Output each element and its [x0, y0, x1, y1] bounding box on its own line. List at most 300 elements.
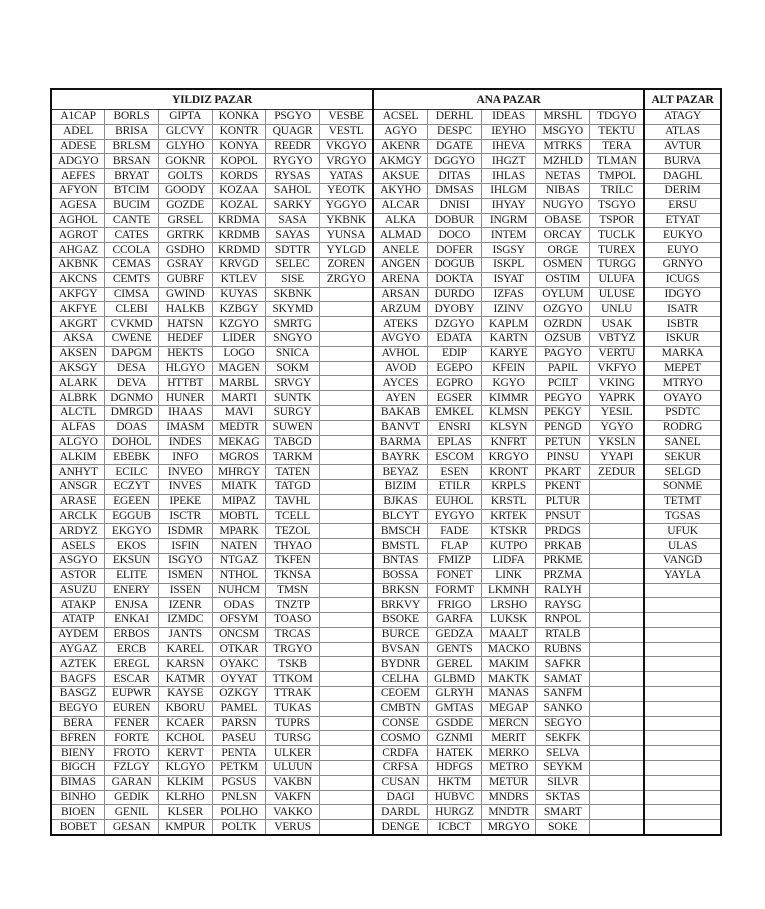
table-row [51, 494, 721, 509]
yildiz-pazar-ticker-cell: TTRAK [266, 687, 320, 702]
ana-pazar-ticker-cell: IHYAY [482, 198, 536, 213]
ana-pazar-ticker-cell: TLMAN [590, 154, 644, 169]
table-row [51, 154, 721, 169]
yildiz-pazar-ticker-cell: AEFES [51, 169, 105, 184]
ana-pazar-ticker-cell: HUBVC [427, 790, 481, 805]
ana-pazar-ticker-cell: DOKTA [427, 272, 481, 287]
yildiz-pazar-ticker-cell: ISMEN [158, 568, 212, 583]
ana-pazar-ticker-cell: FRIGO [427, 598, 481, 613]
yildiz-pazar-ticker-cell: IZENR [158, 598, 212, 613]
ana-pazar-ticker-cell: USAK [590, 317, 644, 332]
ana-pazar-ticker-cell: MERKO [482, 746, 536, 761]
ana-pazar-ticker-cell [590, 701, 644, 716]
yildiz-pazar-ticker-cell: BIGCH [51, 761, 105, 776]
yildiz-pazar-ticker-cell: GSRAY [158, 257, 212, 272]
yildiz-pazar-ticker-cell: MOBTL [212, 509, 266, 524]
yildiz-pazar-ticker-cell: EBEBK [105, 450, 159, 465]
alt-pazar-ticker-cell: BURVA [644, 154, 721, 169]
yildiz-pazar-ticker-cell [319, 583, 373, 598]
yildiz-pazar-ticker-cell: KATMR [158, 672, 212, 687]
ana-pazar-ticker-cell: AYCES [373, 376, 427, 391]
yildiz-pazar-ticker-cell: TMSN [266, 583, 320, 598]
ana-pazar-ticker-cell: ACSEL [373, 110, 427, 125]
yildiz-pazar-ticker-cell [319, 361, 373, 376]
ana-pazar-ticker-cell: MTRKS [536, 139, 590, 154]
alt-pazar-ticker-cell [644, 627, 721, 642]
table-row [51, 139, 721, 154]
yildiz-pazar-ticker-cell: TRCAS [266, 627, 320, 642]
ana-pazar-ticker-cell: MANAS [482, 687, 536, 702]
ana-pazar-ticker-cell: IHLGM [482, 183, 536, 198]
yildiz-pazar-ticker-cell: AGESA [51, 198, 105, 213]
ana-pazar-ticker-cell: KTSKR [482, 524, 536, 539]
yildiz-pazar-ticker-cell: THYAO [266, 539, 320, 554]
yildiz-pazar-ticker-cell: POLTK [212, 820, 266, 835]
yildiz-pazar-ticker-cell: FENER [105, 716, 159, 731]
table-row [51, 169, 721, 184]
yildiz-pazar-ticker-cell [319, 642, 373, 657]
yildiz-pazar-ticker-cell: SUWEN [266, 420, 320, 435]
yildiz-pazar-ticker-cell: BEGYO [51, 701, 105, 716]
yildiz-pazar-ticker-cell: KAYSE [158, 687, 212, 702]
ana-pazar-ticker-cell [590, 539, 644, 554]
ana-pazar-ticker-cell: HATEK [427, 746, 481, 761]
ana-pazar-ticker-cell: BANVT [373, 420, 427, 435]
ana-pazar-ticker-cell: CEOEM [373, 687, 427, 702]
table-row [51, 613, 721, 628]
ana-pazar-ticker-cell: YAPRK [590, 391, 644, 406]
ana-pazar-ticker-cell: IHEVA [482, 139, 536, 154]
yildiz-pazar-ticker-cell: BUCIM [105, 198, 159, 213]
yildiz-pazar-ticker-cell: TUKAS [266, 701, 320, 716]
yildiz-pazar-ticker-cell: KLKIM [158, 775, 212, 790]
alt-pazar-ticker-cell: TGSAS [644, 509, 721, 524]
ana-pazar-ticker-cell: ANELE [373, 243, 427, 258]
yildiz-pazar-ticker-cell: AKGRT [51, 317, 105, 332]
yildiz-pazar-ticker-cell: GWIND [158, 287, 212, 302]
yildiz-pazar-ticker-cell: KARSN [158, 657, 212, 672]
yildiz-pazar-ticker-cell: YGGYO [319, 198, 373, 213]
yildiz-pazar-ticker-cell: GOODY [158, 183, 212, 198]
yildiz-pazar-ticker-cell: CCOLA [105, 243, 159, 258]
yildiz-pazar-ticker-cell: MIPAZ [212, 494, 266, 509]
ana-pazar-ticker-cell: FORMT [427, 583, 481, 598]
ana-pazar-ticker-cell: DOCO [427, 228, 481, 243]
yildiz-pazar-ticker-cell: ADESE [51, 139, 105, 154]
yildiz-pazar-ticker-cell: KLRHO [158, 790, 212, 805]
ana-pazar-ticker-cell: DURDO [427, 287, 481, 302]
yildiz-pazar-ticker-cell: MHRGY [212, 465, 266, 480]
alt-pazar-ticker-cell: RODRG [644, 420, 721, 435]
table-row [51, 124, 721, 139]
yildiz-pazar-ticker-cell: AZTEK [51, 657, 105, 672]
yildiz-pazar-ticker-cell: ERCB [105, 642, 159, 657]
yildiz-pazar-ticker-cell: EUREN [105, 701, 159, 716]
ana-pazar-ticker-cell: LIDFA [482, 553, 536, 568]
ana-pazar-ticker-cell: YYAPI [590, 450, 644, 465]
ana-pazar-ticker-cell: PKENT [536, 479, 590, 494]
alt-pazar-ticker-cell [644, 613, 721, 628]
ana-pazar-ticker-cell: KRTEK [482, 509, 536, 524]
ana-pazar-ticker-cell: MACKO [482, 642, 536, 657]
ana-pazar-ticker-cell: MSGYO [536, 124, 590, 139]
yildiz-pazar-ticker-cell [319, 672, 373, 687]
yildiz-pazar-ticker-cell [319, 465, 373, 480]
ana-pazar-ticker-cell: AVHOL [373, 346, 427, 361]
table-row [51, 198, 721, 213]
ana-pazar-ticker-cell: BYDNR [373, 657, 427, 672]
ana-pazar-ticker-cell: IZFAS [482, 287, 536, 302]
ana-pazar-ticker-cell: PENGD [536, 420, 590, 435]
table-row [51, 524, 721, 539]
yildiz-pazar-ticker-cell: PARSN [212, 716, 266, 731]
yildiz-pazar-ticker-cell: KRDMB [212, 228, 266, 243]
yildiz-pazar-ticker-cell: MARTI [212, 391, 266, 406]
table-row [51, 731, 721, 746]
table-row [51, 376, 721, 391]
ana-pazar-ticker-cell: DAGI [373, 790, 427, 805]
ana-pazar-ticker-cell: ENSRI [427, 420, 481, 435]
yildiz-pazar-ticker-cell [319, 805, 373, 820]
ana-pazar-ticker-cell: BAKAB [373, 405, 427, 420]
yildiz-pazar-ticker-cell: KRDMA [212, 213, 266, 228]
yildiz-pazar-ticker-cell: AFYON [51, 183, 105, 198]
ana-pazar-ticker-cell: EDIP [427, 346, 481, 361]
table-row [51, 257, 721, 272]
yildiz-pazar-ticker-cell: RYGYO [266, 154, 320, 169]
yildiz-pazar-ticker-cell: ATAKP [51, 598, 105, 613]
yildiz-pazar-ticker-cell: KTLEV [212, 272, 266, 287]
yildiz-pazar-ticker-cell [319, 598, 373, 613]
ana-pazar-ticker-cell [590, 583, 644, 598]
yildiz-pazar-ticker-cell: EGEEN [105, 494, 159, 509]
ana-pazar-ticker-cell: ISYAT [482, 272, 536, 287]
ana-pazar-ticker-cell: MERIT [482, 731, 536, 746]
table-row [51, 361, 721, 376]
yildiz-pazar-ticker-cell: TABGD [266, 435, 320, 450]
ana-pazar-ticker-cell: KUTPO [482, 539, 536, 554]
yildiz-pazar-ticker-cell: ADEL [51, 124, 105, 139]
alt-pazar-ticker-cell: DAGHL [644, 169, 721, 184]
ana-pazar-ticker-cell: ISGSY [482, 243, 536, 258]
ana-pazar-ticker-cell [590, 672, 644, 687]
table-row [51, 672, 721, 687]
yildiz-pazar-ticker-cell [319, 731, 373, 746]
ana-pazar-ticker-cell: BARMA [373, 435, 427, 450]
yildiz-pazar-ticker-cell [319, 494, 373, 509]
yildiz-pazar-ticker-cell: TEZOL [266, 524, 320, 539]
yildiz-pazar-ticker-cell: ZRGYO [319, 272, 373, 287]
ana-pazar-ticker-cell: EYGYO [427, 509, 481, 524]
ana-pazar-ticker-cell: BJKAS [373, 494, 427, 509]
ana-pazar-ticker-cell: KRPLS [482, 479, 536, 494]
ana-pazar-ticker-cell [590, 598, 644, 613]
yildiz-pazar-ticker-cell: KMPUR [158, 820, 212, 835]
ana-pazar-ticker-cell: DENGE [373, 820, 427, 835]
yildiz-pazar-ticker-cell: BERA [51, 716, 105, 731]
yildiz-pazar-ticker-cell: KRDMD [212, 243, 266, 258]
ana-pazar-ticker-cell: BNTAS [373, 553, 427, 568]
alt-pazar-ticker-cell [644, 687, 721, 702]
ana-pazar-ticker-cell: KFEIN [482, 361, 536, 376]
ana-pazar-ticker-cell: INGRM [482, 213, 536, 228]
yildiz-pazar-ticker-cell [319, 687, 373, 702]
yildiz-pazar-ticker-cell: SAHOL [266, 183, 320, 198]
market-segments-table [50, 88, 722, 836]
alt-pazar-ticker-cell: ATAGY [644, 110, 721, 125]
yildiz-pazar-ticker-cell: SNICA [266, 346, 320, 361]
table-row [51, 716, 721, 731]
table-row [51, 805, 721, 820]
yildiz-pazar-ticker-cell: AKBNK [51, 257, 105, 272]
table-row [51, 243, 721, 258]
alt-pazar-ticker-cell: SELGD [644, 465, 721, 480]
ana-pazar-ticker-cell: TSGYO [590, 198, 644, 213]
yildiz-pazar-ticker-cell: AKSGY [51, 361, 105, 376]
yildiz-pazar-ticker-cell: SRVGY [266, 376, 320, 391]
table-row [51, 509, 721, 524]
yildiz-pazar-ticker-cell: ARDYZ [51, 524, 105, 539]
ana-pazar-ticker-cell: EGPRO [427, 376, 481, 391]
table-row [51, 598, 721, 613]
yildiz-pazar-ticker-cell: BIMAS [51, 775, 105, 790]
alt-pazar-ticker-cell [644, 598, 721, 613]
ana-pazar-ticker-cell: DOGUB [427, 257, 481, 272]
yildiz-pazar-ticker-cell [319, 405, 373, 420]
alt-pazar-ticker-cell: EUYO [644, 243, 721, 258]
ana-pazar-ticker-cell: UNLU [590, 302, 644, 317]
ana-pazar-ticker-cell: MEGAP [482, 701, 536, 716]
yildiz-pazar-ticker-cell: FROTO [105, 746, 159, 761]
yildiz-pazar-ticker-cell: KRVGD [212, 257, 266, 272]
table-row [51, 687, 721, 702]
yildiz-pazar-ticker-cell [319, 539, 373, 554]
table-row [51, 346, 721, 361]
yildiz-pazar-ticker-cell: ISGYO [158, 553, 212, 568]
ana-pazar-ticker-cell: PRKME [536, 553, 590, 568]
ana-pazar-ticker-cell: GARFA [427, 613, 481, 628]
yildiz-pazar-ticker-cell: A1CAP [51, 110, 105, 125]
ana-pazar-ticker-cell: FONET [427, 568, 481, 583]
ana-pazar-ticker-cell [590, 568, 644, 583]
ana-pazar-ticker-cell: TERA [590, 139, 644, 154]
alt-pazar-ticker-cell: ATLAS [644, 124, 721, 139]
ana-pazar-ticker-cell: KARTN [482, 331, 536, 346]
ana-pazar-ticker-cell: ULUFA [590, 272, 644, 287]
yildiz-pazar-ticker-cell: OZKGY [212, 687, 266, 702]
yildiz-pazar-ticker-cell: BRISA [105, 124, 159, 139]
yildiz-pazar-ticker-cell: AKSEN [51, 346, 105, 361]
alt-pazar-ticker-cell: ISBTR [644, 317, 721, 332]
yildiz-pazar-ticker-cell: ALBRK [51, 391, 105, 406]
ana-pazar-ticker-cell: PEGYO [536, 391, 590, 406]
yildiz-pazar-ticker-cell: GEDIK [105, 790, 159, 805]
ana-pazar-ticker-cell [590, 613, 644, 628]
yildiz-pazar-ticker-cell: BINHO [51, 790, 105, 805]
alt-pazar-ticker-cell: DERIM [644, 183, 721, 198]
ana-pazar-ticker-cell: INTEM [482, 228, 536, 243]
ana-pazar-ticker-cell: VERTU [590, 346, 644, 361]
ana-pazar-ticker-cell: EMKEL [427, 405, 481, 420]
ana-pazar-ticker-cell: YKSLN [590, 435, 644, 450]
yildiz-pazar-ticker-cell: GESAN [105, 820, 159, 835]
yildiz-pazar-ticker-cell: MIATK [212, 479, 266, 494]
ana-pazar-ticker-cell: DGGYO [427, 154, 481, 169]
alt-pazar-ticker-cell [644, 657, 721, 672]
ana-pazar-ticker-cell: IHLAS [482, 169, 536, 184]
yildiz-pazar-ticker-cell: TATEN [266, 465, 320, 480]
yildiz-pazar-ticker-cell [319, 287, 373, 302]
alt-pazar-ticker-cell [644, 790, 721, 805]
yildiz-pazar-ticker-cell [319, 613, 373, 628]
yildiz-pazar-ticker-cell: OTKAR [212, 642, 266, 657]
ticker-table-body [51, 110, 721, 836]
yildiz-pazar-ticker-cell: BIENY [51, 746, 105, 761]
yildiz-pazar-ticker-cell: INFO [158, 450, 212, 465]
yildiz-pazar-ticker-cell: NUHCM [212, 583, 266, 598]
ana-pazar-ticker-cell: MNDRS [482, 790, 536, 805]
yildiz-pazar-ticker-cell [319, 701, 373, 716]
yildiz-pazar-ticker-cell: TURSG [266, 731, 320, 746]
yildiz-pazar-ticker-cell: OFSYM [212, 613, 266, 628]
yildiz-pazar-ticker-cell: ARCLK [51, 509, 105, 524]
ana-pazar-ticker-cell: OZSUB [536, 331, 590, 346]
yildiz-pazar-ticker-cell: GSDHO [158, 243, 212, 258]
ana-pazar-ticker-cell: DYOBY [427, 302, 481, 317]
ana-pazar-ticker-cell: MZHLD [536, 154, 590, 169]
alt-pazar-ticker-cell: SEKUR [644, 450, 721, 465]
ana-pazar-ticker-cell: ALCAR [373, 198, 427, 213]
ana-pazar-ticker-cell: LUKSK [482, 613, 536, 628]
yildiz-pazar-ticker-cell: MGROS [212, 450, 266, 465]
ana-pazar-ticker-cell: MAKIM [482, 657, 536, 672]
yildiz-pazar-ticker-cell: ASGYO [51, 553, 105, 568]
yildiz-pazar-ticker-cell: YATAS [319, 169, 373, 184]
yildiz-pazar-ticker-cell: BTCIM [105, 183, 159, 198]
yildiz-pazar-ticker-cell: ALGYO [51, 435, 105, 450]
ana-pazar-ticker-cell: BOSSA [373, 568, 427, 583]
yildiz-pazar-ticker-cell [319, 820, 373, 835]
yildiz-pazar-ticker-cell: ISSEN [158, 583, 212, 598]
yildiz-pazar-ticker-cell: KAREL [158, 642, 212, 657]
ana-pazar-ticker-cell: OZGYO [536, 302, 590, 317]
yildiz-pazar-ticker-cell: AKSA [51, 331, 105, 346]
yildiz-pazar-ticker-cell: LOGO [212, 346, 266, 361]
yildiz-pazar-ticker-cell: BRSAN [105, 154, 159, 169]
ana-pazar-ticker-cell: ARENA [373, 272, 427, 287]
yildiz-pazar-ticker-cell [319, 716, 373, 731]
yildiz-pazar-ticker-cell: ODAS [212, 598, 266, 613]
yildiz-pazar-ticker-cell: LIDER [212, 331, 266, 346]
yildiz-pazar-ticker-cell [319, 775, 373, 790]
yildiz-pazar-ticker-cell: RYSAS [266, 169, 320, 184]
alt-pazar-ticker-cell: TETMT [644, 494, 721, 509]
ana-pazar-ticker-cell: IDEAS [482, 110, 536, 125]
ana-pazar-ticker-cell: AVOD [373, 361, 427, 376]
ana-pazar-ticker-cell: ALKA [373, 213, 427, 228]
ana-pazar-ticker-cell [590, 479, 644, 494]
ana-pazar-ticker-cell: MNDTR [482, 805, 536, 820]
ana-pazar-ticker-cell: GMTAS [427, 701, 481, 716]
yildiz-pazar-ticker-cell: OYYAT [212, 672, 266, 687]
ana-pazar-ticker-cell: BVSAN [373, 642, 427, 657]
yildiz-pazar-ticker-cell: HLGYO [158, 361, 212, 376]
yildiz-pazar-ticker-cell: GOKNR [158, 154, 212, 169]
yildiz-pazar-ticker-cell: KONYA [212, 139, 266, 154]
ana-pazar-ticker-cell: OYLUM [536, 287, 590, 302]
ana-pazar-ticker-cell: PAPIL [536, 361, 590, 376]
yildiz-pazar-ticker-cell [319, 331, 373, 346]
yildiz-pazar-ticker-cell: HATSN [158, 317, 212, 332]
yildiz-pazar-ticker-cell: BASGZ [51, 687, 105, 702]
table-row [51, 302, 721, 317]
ana-pazar-ticker-cell: KARYE [482, 346, 536, 361]
yildiz-pazar-ticker-cell: FORTE [105, 731, 159, 746]
yildiz-pazar-ticker-cell: MAGEN [212, 361, 266, 376]
ana-pazar-ticker-cell: BLCYT [373, 509, 427, 524]
ana-pazar-ticker-cell: TURGG [590, 257, 644, 272]
yildiz-pazar-ticker-cell: GRSEL [158, 213, 212, 228]
yildiz-pazar-ticker-cell: KUYAS [212, 287, 266, 302]
yildiz-pazar-ticker-cell: YUNSA [319, 228, 373, 243]
ana-pazar-ticker-cell: COSMO [373, 731, 427, 746]
yildiz-pazar-ticker-cell: AYDEM [51, 627, 105, 642]
yildiz-pazar-ticker-cell: SASA [266, 213, 320, 228]
yildiz-pazar-ticker-cell: OYAKC [212, 657, 266, 672]
ana-pazar-ticker-cell: PRDGS [536, 524, 590, 539]
yildiz-pazar-ticker-cell: SKYMD [266, 302, 320, 317]
yildiz-pazar-ticker-cell [319, 435, 373, 450]
ana-pazar-ticker-cell [590, 775, 644, 790]
yildiz-pazar-ticker-cell: TCELL [266, 509, 320, 524]
yildiz-pazar-ticker-cell: GOLTS [158, 169, 212, 184]
table-row [51, 657, 721, 672]
yildiz-pazar-ticker-cell: ECILC [105, 465, 159, 480]
alt-pazar-ticker-cell [644, 583, 721, 598]
yildiz-pazar-ticker-cell: VAKBN [266, 775, 320, 790]
yildiz-pazar-ticker-cell: CLEBI [105, 302, 159, 317]
ana-pazar-ticker-cell: ATEKS [373, 317, 427, 332]
ana-pazar-ticker-cell [590, 805, 644, 820]
alt-pazar-ticker-cell: ERSU [644, 198, 721, 213]
yildiz-pazar-ticker-cell: EKOS [105, 539, 159, 554]
yildiz-pazar-ticker-cell: DOHOL [105, 435, 159, 450]
ana-pazar-ticker-cell: MRSHL [536, 110, 590, 125]
ana-pazar-ticker-cell: OZRDN [536, 317, 590, 332]
yildiz-pazar-ticker-cell [319, 302, 373, 317]
ana-pazar-ticker-cell: EGEPO [427, 361, 481, 376]
ana-pazar-ticker-cell: AGYO [373, 124, 427, 139]
ana-pazar-ticker-cell [590, 627, 644, 642]
yildiz-pazar-ticker-cell: KONTR [212, 124, 266, 139]
alt-pazar-ticker-cell [644, 672, 721, 687]
table-row [51, 391, 721, 406]
yildiz-pazar-ticker-cell [319, 627, 373, 642]
yildiz-pazar-ticker-cell: VERUS [266, 820, 320, 835]
yildiz-pazar-ticker-cell: SAYAS [266, 228, 320, 243]
ana-pazar-ticker-cell: KRSTL [482, 494, 536, 509]
yildiz-pazar-ticker-cell: SUNTK [266, 391, 320, 406]
yildiz-pazar-ticker-cell: INVES [158, 479, 212, 494]
ana-pazar-ticker-cell: RALYH [536, 583, 590, 598]
table-row [51, 317, 721, 332]
ana-pazar-ticker-cell: PINSU [536, 450, 590, 465]
ana-pazar-ticker-cell: IEYHO [482, 124, 536, 139]
ana-pazar-ticker-cell: HDFGS [427, 761, 481, 776]
yildiz-pazar-ticker-cell [319, 376, 373, 391]
yildiz-pazar-ticker-cell: KCHOL [158, 731, 212, 746]
yildiz-pazar-ticker-cell: DAPGM [105, 346, 159, 361]
